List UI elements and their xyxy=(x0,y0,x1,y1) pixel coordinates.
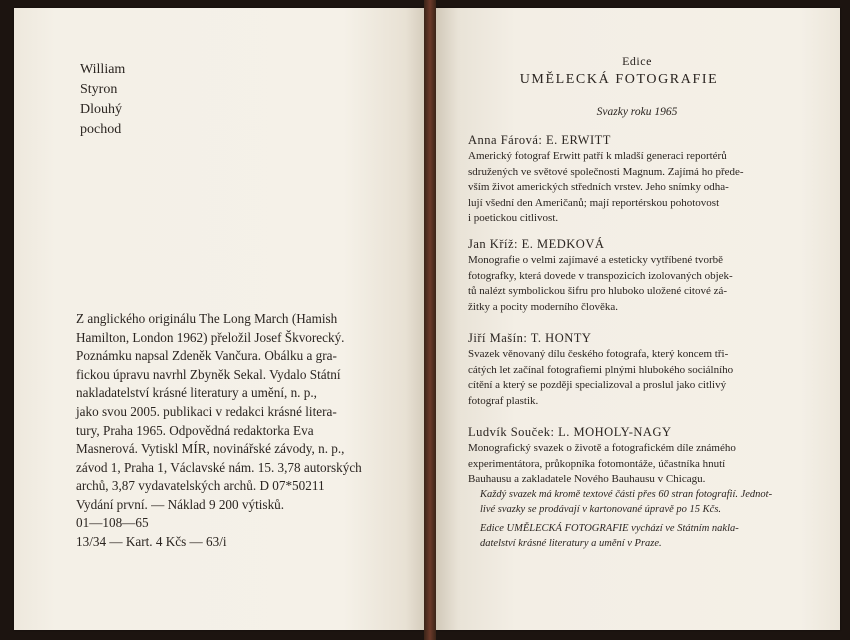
entry-heading: Jan Kříž: E. MEDKOVÁ xyxy=(468,237,605,251)
entry-line: cítění a který se později specializoval a proslul jako citlivý xyxy=(468,379,727,391)
series-label: Edice xyxy=(622,54,652,68)
entry-line: Americký fotograf Erwitt patří k mladší generaci reportérů xyxy=(468,150,727,162)
entry-line: cátých let začínal fotografiemi plnými hlubokého sociálního xyxy=(468,363,734,376)
colophon-line: Poznámku napsal Zdeněk Vančura. Obálku a gra- xyxy=(76,348,337,364)
entry-line: i poetickou citlivost. xyxy=(468,212,559,224)
entry-moholy-nagy xyxy=(468,424,736,488)
year-heading: Svazky roku 1965 xyxy=(596,106,678,118)
entry-line: lují všední den Američanů; mají reportérskou pohotovost xyxy=(468,196,720,209)
entry-heading: Ludvík Souček: L. MOHOLY-NAGY xyxy=(468,425,672,439)
author-first-name: William xyxy=(80,62,126,77)
colophon-line: nakladatelství krásné literatury a umění, n. p., xyxy=(76,385,317,401)
note-line: Každý svazek má kromě textové části přes 60 stran fotografií. Jednot- xyxy=(480,489,773,500)
colophon-line: Hamilton, London 1962) přeložil Josef Škvorecký. xyxy=(76,329,345,345)
colophon-line: Masnerová. Vytiskl MÍR, novinářské závody, n. p., xyxy=(76,441,345,457)
book-gutter xyxy=(424,0,436,640)
colophon-line: závod 1, Praha 1, Václavské nám. 15. 3,78 autorských xyxy=(76,459,362,475)
entry-heading: Jiří Mašín: T. HONTY xyxy=(468,331,592,345)
code-line: 13/34 — Kart. 4 Kčs — 63/i xyxy=(76,533,227,549)
colophon-line: Z anglického originálu The Long March (Hamish xyxy=(76,311,338,326)
entry-line: Svazek věnovaný dílu českého fotografa, který koncem tři- xyxy=(468,348,729,360)
entry-line: Monografie o velmi zajímavé a esteticky vytříbené tvorbě xyxy=(468,254,724,266)
entry-line: sdružených ve světové společnosti Magnum. Zajímá ho přede- xyxy=(468,165,744,178)
publisher-note xyxy=(480,522,739,551)
colophon-line: tury, Praha 1965. Odpovědná redaktorka Eva xyxy=(76,422,314,438)
colophon xyxy=(76,310,362,515)
entry-line: žitky a pocity moderního člověka. xyxy=(468,300,618,313)
entry-honty xyxy=(468,330,733,409)
book-title-line-1: Dlouhý xyxy=(80,102,122,117)
code-line: 01—108—65 xyxy=(76,515,149,530)
entry-erwitt xyxy=(468,132,744,227)
note-line: datelství krásné literatury a umění v Praze. xyxy=(480,537,662,549)
series-title: UMĚLECKÁ FOTOGRAFIE xyxy=(519,72,719,87)
note-line: Edice UMĚLECKÁ FOTOGRAFIE vychází ve Státním nakla- xyxy=(480,523,739,534)
print-codes xyxy=(76,514,227,551)
book-title-line-2: pochod xyxy=(80,122,122,137)
entry-line: vším život amerických středních vrstev. Jeho snímky odha- xyxy=(468,181,729,193)
note-line: livé svazky se prodávají v kartonované úpravě po 15 Kčs. xyxy=(480,503,722,515)
colophon-line: fickou úpravu navrhl Zbyněk Sekal. Vydalo Státní xyxy=(76,366,341,382)
colophon-line: archů, 3,87 vydavatelských archů. D 07*50211 xyxy=(76,478,325,494)
entry-line: fotograf plastik. xyxy=(468,394,539,407)
book-title-block xyxy=(80,60,125,140)
entry-line: fotografky, která dovede v transpozicích izolovaných objek- xyxy=(468,269,733,282)
price-note xyxy=(480,488,772,517)
author-last-name: Styron xyxy=(80,82,118,97)
entry-line: Bauhausu a zakladatele Nového Bauhausu v Chicagu. xyxy=(468,473,706,485)
entry-line: Monografický svazek o životě a fotografickém díle známého xyxy=(468,442,736,454)
colophon-line: Vydání první. — Náklad 9 200 výtisků. xyxy=(76,496,285,512)
colophon-line: jako svou 2005. publikaci v redakci krásné litera- xyxy=(76,403,337,419)
entry-line: tů nalézt symbolickou šifru pro hluboko uložené citové zá- xyxy=(468,285,728,297)
entry-line: experimentátora, průkopníka fotomontáže, účastníka hnutí xyxy=(468,457,726,470)
entry-heading: Anna Fárová: E. ERWITT xyxy=(468,133,611,147)
entry-medkova xyxy=(468,236,733,315)
